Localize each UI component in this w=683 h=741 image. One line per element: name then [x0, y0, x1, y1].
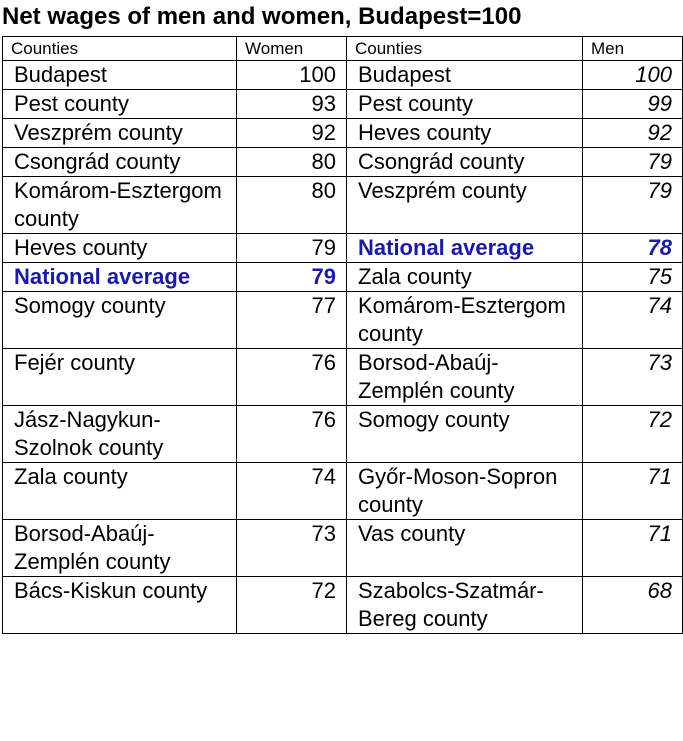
cell-text: Jász-Nagykun-Szolnok county: [14, 407, 164, 460]
women-county-cell: [3, 148, 237, 177]
cell-text: 79: [311, 235, 336, 260]
women-county-cell: [3, 406, 237, 463]
table-row: [3, 463, 683, 520]
men-county-cell: [347, 177, 583, 234]
cell-text: Bács-Kiskun county: [14, 578, 208, 603]
men-value-cell: [583, 148, 683, 177]
cell-text: 72: [647, 407, 672, 432]
men-county-cell: [347, 263, 583, 292]
cell-text: 93: [311, 91, 336, 116]
cell-text: Győr-Moson-Sopron county: [358, 464, 558, 517]
men-county-cell: [347, 463, 583, 520]
women-county-cell: [3, 292, 237, 349]
cell-text: Borsod-Abaúj-Zemplén county: [358, 350, 515, 403]
table-row: [3, 263, 683, 292]
women-value-cell: [237, 349, 347, 406]
cell-text: Somogy county: [14, 293, 166, 318]
wages-table: [2, 36, 683, 634]
men-county-cell: [347, 292, 583, 349]
women-value-cell: [237, 234, 347, 263]
cell-text: Somogy county: [358, 407, 510, 432]
cell-text: 72: [311, 578, 336, 603]
cell-text: Pest county: [358, 91, 473, 116]
men-county-cell: [347, 577, 583, 634]
cell-text: 100: [299, 62, 336, 87]
cell-text: 71: [647, 521, 672, 546]
cell-text: 75: [647, 264, 672, 289]
women-county-cell: [3, 577, 237, 634]
cell-text: Veszprém county: [358, 178, 527, 203]
header-women: Women: [237, 37, 347, 61]
women-value-cell: [237, 148, 347, 177]
cell-text: 71: [647, 464, 672, 489]
cell-text: Budapest: [14, 62, 107, 87]
cell-text: Zala county: [358, 264, 472, 289]
cell-text: 73: [311, 521, 336, 546]
women-county-cell: [3, 463, 237, 520]
cell-text: 79: [647, 178, 672, 203]
cell-text: 99: [647, 91, 672, 116]
cell-text: Komárom-Esztergom county: [14, 178, 222, 231]
cell-text: Veszprém county: [14, 120, 183, 145]
men-value-cell: [583, 177, 683, 234]
table-row: [3, 177, 683, 234]
cell-text: 74: [647, 293, 672, 318]
table-row: [3, 349, 683, 406]
table-row: [3, 148, 683, 177]
cell-text: Szabolcs-Szatmár-Bereg county: [358, 578, 544, 631]
cell-text: Heves county: [14, 235, 148, 260]
table-title: Net wages of men and women, Budapest=100: [2, 3, 522, 30]
table-row: [3, 577, 683, 634]
header-women-counties: Counties: [3, 37, 237, 61]
men-value-cell: [583, 234, 683, 263]
women-county-cell: [3, 234, 237, 263]
men-value-cell: [583, 263, 683, 292]
cell-text: 92: [311, 120, 336, 145]
table-row: [3, 119, 683, 148]
wages-table-body: [3, 37, 683, 634]
cell-text: 73: [647, 350, 672, 375]
table-row: [3, 406, 683, 463]
men-value-cell: [583, 520, 683, 577]
men-value-cell: [583, 119, 683, 148]
women-value-cell: [237, 520, 347, 577]
men-county-cell: [347, 349, 583, 406]
cell-text: Csongrád county: [14, 149, 181, 174]
women-value-cell: [237, 406, 347, 463]
women-county-cell: [3, 349, 237, 406]
men-value-cell: [583, 61, 683, 90]
table-row: [3, 234, 683, 263]
table-row: [3, 292, 683, 349]
women-value-cell: [237, 577, 347, 634]
men-county-cell: [347, 61, 583, 90]
header-men-counties: Counties: [347, 37, 583, 61]
cell-text: Pest county: [14, 91, 129, 116]
men-value-cell: [583, 292, 683, 349]
men-county-cell: [347, 520, 583, 577]
women-value-cell: [237, 263, 347, 292]
header-men: Men: [583, 37, 683, 61]
men-value-cell: [583, 463, 683, 520]
table-row: [3, 520, 683, 577]
men-county-cell: [347, 234, 583, 263]
national-average-label: 79: [311, 264, 336, 289]
women-county-cell: [3, 61, 237, 90]
men-county-cell: [347, 406, 583, 463]
cell-text: Zala county: [14, 464, 128, 489]
cell-text: 68: [647, 578, 672, 603]
women-value-cell: [237, 61, 347, 90]
table-row: [3, 90, 683, 119]
men-county-cell: [347, 148, 583, 177]
cell-text: 76: [311, 407, 336, 432]
table-row: [3, 61, 683, 90]
women-value-cell: [237, 177, 347, 234]
national-average-label: National average: [14, 264, 191, 289]
women-county-cell: [3, 177, 237, 234]
header-row: [3, 37, 683, 61]
cell-text: Csongrád county: [358, 149, 525, 174]
women-county-cell: [3, 119, 237, 148]
cell-text: Budapest: [358, 62, 451, 87]
women-value-cell: [237, 90, 347, 119]
cell-text: Heves county: [358, 120, 492, 145]
women-county-cell: [3, 520, 237, 577]
cell-text: 100: [635, 62, 672, 87]
cell-text: Fejér county: [14, 350, 136, 375]
women-county-cell: [3, 263, 237, 292]
women-value-cell: [237, 119, 347, 148]
cell-text: 79: [647, 149, 672, 174]
national-average-label: National average: [358, 235, 535, 260]
cell-text: 76: [311, 350, 336, 375]
women-value-cell: [237, 463, 347, 520]
men-value-cell: [583, 577, 683, 634]
cell-text: 74: [311, 464, 336, 489]
men-county-cell: [347, 90, 583, 119]
men-value-cell: [583, 406, 683, 463]
cell-text: 80: [311, 149, 336, 174]
women-county-cell: [3, 90, 237, 119]
men-county-cell: [347, 119, 583, 148]
cell-text: Borsod-Abaúj-Zemplén county: [14, 521, 171, 574]
cell-text: 80: [311, 178, 336, 203]
cell-text: 92: [647, 120, 672, 145]
women-value-cell: [237, 292, 347, 349]
national-average-label: 78: [647, 235, 672, 260]
cell-text: Vas county: [358, 521, 466, 546]
men-value-cell: [583, 90, 683, 119]
men-value-cell: [583, 349, 683, 406]
cell-text: 77: [311, 293, 336, 318]
cell-text: Komárom-Esztergom county: [358, 293, 566, 346]
